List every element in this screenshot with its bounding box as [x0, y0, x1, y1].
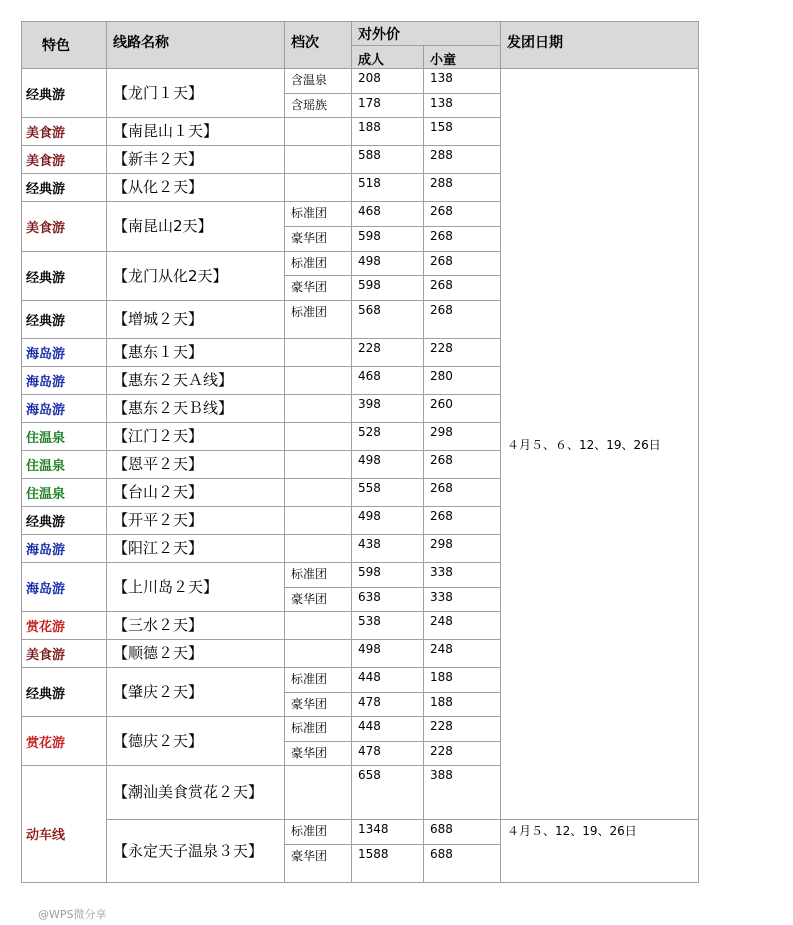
tour-price-table [21, 21, 699, 883]
header-dates: 发团日期 [501, 22, 699, 69]
tier-cell: 豪华团 [285, 588, 352, 612]
table-row [22, 69, 699, 94]
child-price-cell: 338 [424, 588, 501, 612]
tier-cell [285, 507, 352, 535]
route-name-cell: 【龙门从化2天】 [107, 252, 285, 301]
child-price-cell: 298 [424, 535, 501, 563]
departure-dates-cell: ４月５、12、19、26日 [501, 820, 699, 883]
tier-cell [285, 612, 352, 640]
route-name-cell: 【阳江２天】 [107, 535, 285, 563]
adult-price-cell: 478 [352, 693, 424, 717]
departure-dates-cell: ４月５、６、12、19、26日 [501, 69, 699, 820]
adult-price-cell: 468 [352, 367, 424, 395]
route-name-cell: 【南昆山１天】 [107, 118, 285, 146]
feature-cell: 海岛游 [22, 535, 107, 563]
child-price-cell: 688 [424, 820, 501, 845]
child-price-cell: 388 [424, 766, 501, 820]
route-name-cell: 【三水２天】 [107, 612, 285, 640]
adult-price-cell: 598 [352, 227, 424, 252]
child-price-cell: 288 [424, 146, 501, 174]
adult-price-cell: 558 [352, 479, 424, 507]
route-name-cell: 【台山２天】 [107, 479, 285, 507]
child-price-cell: 228 [424, 742, 501, 766]
child-price-cell: 298 [424, 423, 501, 451]
route-name-cell: 【肇庆２天】 [107, 668, 285, 717]
route-name-cell: 【惠东１天】 [107, 339, 285, 367]
child-price-cell: 268 [424, 252, 501, 276]
feature-cell: 经典游 [22, 507, 107, 535]
feature-cell: 海岛游 [22, 367, 107, 395]
child-price-cell: 268 [424, 301, 501, 339]
child-price-cell: 138 [424, 94, 501, 118]
adult-price-cell: 478 [352, 742, 424, 766]
tier-cell: 豪华团 [285, 227, 352, 252]
tier-cell: 含瑶族 [285, 94, 352, 118]
child-price-cell: 228 [424, 339, 501, 367]
tier-cell: 豪华团 [285, 742, 352, 766]
tier-cell [285, 423, 352, 451]
adult-price-cell: 178 [352, 94, 424, 118]
child-price-cell: 288 [424, 174, 501, 202]
tier-cell [285, 146, 352, 174]
child-price-cell: 268 [424, 479, 501, 507]
adult-price-cell: 498 [352, 252, 424, 276]
route-name-cell: 【从化２天】 [107, 174, 285, 202]
feature-cell: 经典游 [22, 668, 107, 717]
tier-cell [285, 118, 352, 146]
child-price-cell: 268 [424, 227, 501, 252]
adult-price-cell: 638 [352, 588, 424, 612]
feature-cell: 住温泉 [22, 423, 107, 451]
route-name-cell: 【南昆山2天】 [107, 202, 285, 252]
header-feature: 特色 [22, 22, 107, 69]
feature-cell: 美食游 [22, 146, 107, 174]
route-name-cell: 【顺德２天】 [107, 640, 285, 668]
route-name-cell: 【上川岛２天】 [107, 563, 285, 612]
feature-cell: 住温泉 [22, 479, 107, 507]
adult-price-cell: 498 [352, 640, 424, 668]
adult-price-cell: 228 [352, 339, 424, 367]
route-name-cell: 【永定天子温泉３天】 [107, 820, 285, 883]
child-price-cell: 338 [424, 563, 501, 588]
feature-cell: 美食游 [22, 118, 107, 146]
feature-cell: 赏花游 [22, 717, 107, 766]
tier-cell: 标准团 [285, 202, 352, 227]
table-row [22, 820, 699, 845]
tier-cell [285, 479, 352, 507]
child-price-cell: 248 [424, 640, 501, 668]
tier-cell: 标准团 [285, 668, 352, 693]
header-price: 对外价 [352, 22, 501, 46]
adult-price-cell: 438 [352, 535, 424, 563]
child-price-cell: 268 [424, 451, 501, 479]
route-name-cell: 【开平２天】 [107, 507, 285, 535]
tier-cell [285, 535, 352, 563]
tier-cell: 豪华团 [285, 693, 352, 717]
route-name-cell: 【潮汕美食赏花２天】 [107, 766, 285, 820]
feature-cell: 住温泉 [22, 451, 107, 479]
child-price-cell: 260 [424, 395, 501, 423]
tier-cell: 含温泉 [285, 69, 352, 94]
tier-cell [285, 367, 352, 395]
route-name-cell: 【惠东２天Ａ线】 [107, 367, 285, 395]
feature-cell: 经典游 [22, 252, 107, 301]
adult-price-cell: 568 [352, 301, 424, 339]
feature-cell: 经典游 [22, 301, 107, 339]
child-price-cell: 268 [424, 507, 501, 535]
tier-cell: 豪华团 [285, 845, 352, 883]
child-price-cell: 188 [424, 668, 501, 693]
route-name-cell: 【江门２天】 [107, 423, 285, 451]
child-price-cell: 158 [424, 118, 501, 146]
feature-cell: 海岛游 [22, 339, 107, 367]
adult-price-cell: 448 [352, 668, 424, 693]
adult-price-cell: 518 [352, 174, 424, 202]
child-price-cell: 188 [424, 693, 501, 717]
route-name-cell: 【恩平２天】 [107, 451, 285, 479]
feature-cell: 美食游 [22, 640, 107, 668]
child-price-cell: 228 [424, 717, 501, 742]
tier-cell [285, 174, 352, 202]
tier-cell [285, 451, 352, 479]
adult-price-cell: 528 [352, 423, 424, 451]
tier-cell: 标准团 [285, 252, 352, 276]
child-price-cell: 688 [424, 845, 501, 883]
adult-price-cell: 468 [352, 202, 424, 227]
feature-cell: 美食游 [22, 202, 107, 252]
tier-cell [285, 640, 352, 668]
adult-price-cell: 1588 [352, 845, 424, 883]
tier-cell [285, 766, 352, 820]
adult-price-cell: 598 [352, 563, 424, 588]
route-name-cell: 【新丰２天】 [107, 146, 285, 174]
route-name-cell: 【惠东２天Ｂ线】 [107, 395, 285, 423]
adult-price-cell: 498 [352, 451, 424, 479]
child-price-cell: 248 [424, 612, 501, 640]
wps-watermark: @WPS微分享 [38, 908, 107, 921]
route-name-cell: 【龙门１天】 [107, 69, 285, 118]
adult-price-cell: 588 [352, 146, 424, 174]
adult-price-cell: 208 [352, 69, 424, 94]
route-name-cell: 【增城２天】 [107, 301, 285, 339]
header-tier: 档次 [285, 22, 352, 69]
feature-cell: 海岛游 [22, 563, 107, 612]
header-adult: 成人 [352, 46, 424, 69]
feature-cell: 海岛游 [22, 395, 107, 423]
route-name-cell: 【德庆２天】 [107, 717, 285, 766]
feature-cell: 经典游 [22, 174, 107, 202]
adult-price-cell: 1348 [352, 820, 424, 845]
feature-cell: 经典游 [22, 69, 107, 118]
adult-price-cell: 498 [352, 507, 424, 535]
adult-price-cell: 658 [352, 766, 424, 820]
header-route: 线路名称 [107, 22, 285, 69]
tier-cell: 标准团 [285, 563, 352, 588]
tier-cell: 标准团 [285, 820, 352, 845]
adult-price-cell: 538 [352, 612, 424, 640]
tier-cell: 标准团 [285, 717, 352, 742]
tier-cell: 标准团 [285, 301, 352, 339]
adult-price-cell: 398 [352, 395, 424, 423]
adult-price-cell: 598 [352, 276, 424, 301]
adult-price-cell: 188 [352, 118, 424, 146]
child-price-cell: 268 [424, 276, 501, 301]
feature-cell: 动车线 [22, 766, 107, 883]
adult-price-cell: 448 [352, 717, 424, 742]
tier-cell [285, 395, 352, 423]
tier-cell: 豪华团 [285, 276, 352, 301]
child-price-cell: 268 [424, 202, 501, 227]
header-child: 小童 [424, 46, 501, 69]
child-price-cell: 138 [424, 69, 501, 94]
tier-cell [285, 339, 352, 367]
child-price-cell: 280 [424, 367, 501, 395]
feature-cell: 赏花游 [22, 612, 107, 640]
